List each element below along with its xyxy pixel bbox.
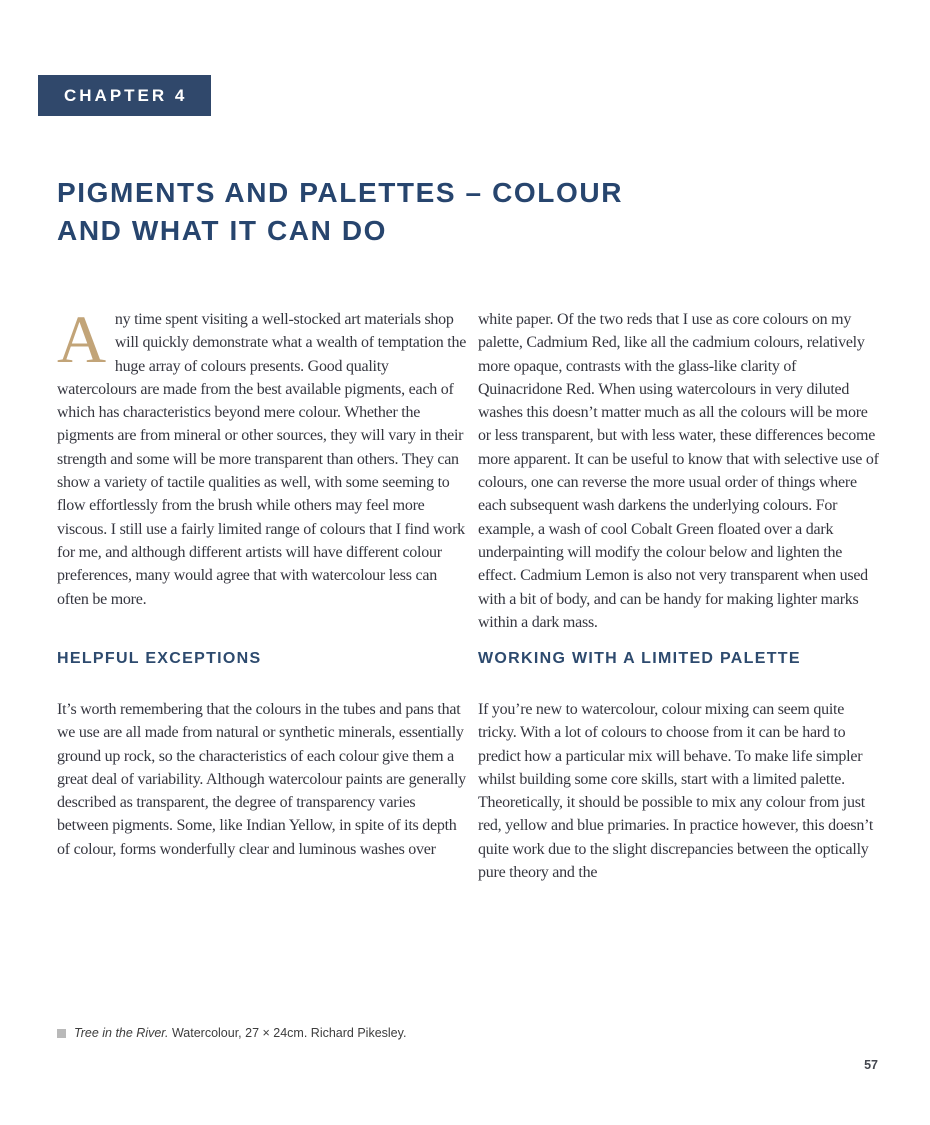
page-title	[57, 174, 797, 250]
section-heading-helpful-exceptions: HELPFUL EXCEPTIONS	[57, 650, 262, 667]
caption-marker-icon	[57, 1029, 66, 1038]
left-intro-text: ny time spent visiting a well-stocked art materials shop will quickly demonstrate what a wealth of temptation the huge array of colours presents. Good quality watercolours are made from the best available pigments, each of which has characteristics beyond mere colour. Whether the pigments are from mineral or other sources, they will vary in their strength and some will be more transparent than others. They can show a variety of tactile qualities as well, with some seeming to flow effortlessly from the brush while others may feel more viscous. I still use a fairly limited range of colours that I find work for me, and although different artists will have different colour preferences, many would agree that with watercolour less can often be more.	[57, 311, 467, 608]
left-intro-paragraph	[57, 301, 467, 611]
drop-cap-letter: A	[57, 301, 106, 377]
caption-work-title: Tree in the River.	[74, 1026, 169, 1040]
right-section-paragraph: If you’re new to watercolour, colour mixing can seem quite tricky. With a lot of colours to choose from it can be hard to predict how a particular mix will behave. To make life simpler whilst building some core skills, start with a limited palette. Theoretically, it should be possible to mix any colour from just red, yellow and blue primaries. In practice however, this doesn’t quite work due to the slight discrepancies between the optically pure theory and the	[478, 701, 874, 882]
caption-details: Watercolour, 27 × 24cm. Richard Pikesley.	[168, 1026, 407, 1040]
section-heading-limited-palette: WORKING WITH A LIMITED PALETTE	[478, 650, 801, 667]
left-section-paragraph: It’s worth remembering that the colours in the tubes and pans that we use are all made from natural or synthetic minerals, essentially ground up rock, so the characteristics of each colour give them a great deal of variability. Although watercolour paints are generally described as transparent, the degree of transparency varies between pigments. Some, like Indian Yellow, in spite of its depth of colour, forms wonderfully clear and luminous washes over	[57, 701, 466, 858]
chapter-badge: CHAPTER 4	[38, 75, 211, 116]
caption-text	[74, 1026, 406, 1040]
page-number: 57	[864, 1058, 878, 1072]
image-caption	[57, 1026, 406, 1040]
right-intro-paragraph: white paper. Of the two reds that I use as core colours on my palette, Cadmium Red, like all the cadmium colours, relatively more opaque, contrasts with the glass-like clarity of Quinacridone Red. When using watercolours in very diluted washes this doesn’t matter much as all the colours will be more or less transparent, but with less water, these differences become more apparent. It can be useful to know that with selective use of colours, one can reverse the more usual order of things where each subsequent wash darkens the underlying colours. For example, a wash of cool Cobalt Green floated over a dark underpainting will modify the colour below and lighten the effect. Cadmium Lemon is also not very transparent when used with a bit of body, and can be handy for making lighter marks within a dark mass.	[478, 311, 879, 631]
page-title-line2: AND WHAT IT CAN DO	[57, 215, 388, 246]
page-title-line1: PIGMENTS AND PALETTES – COLOUR	[57, 177, 624, 208]
